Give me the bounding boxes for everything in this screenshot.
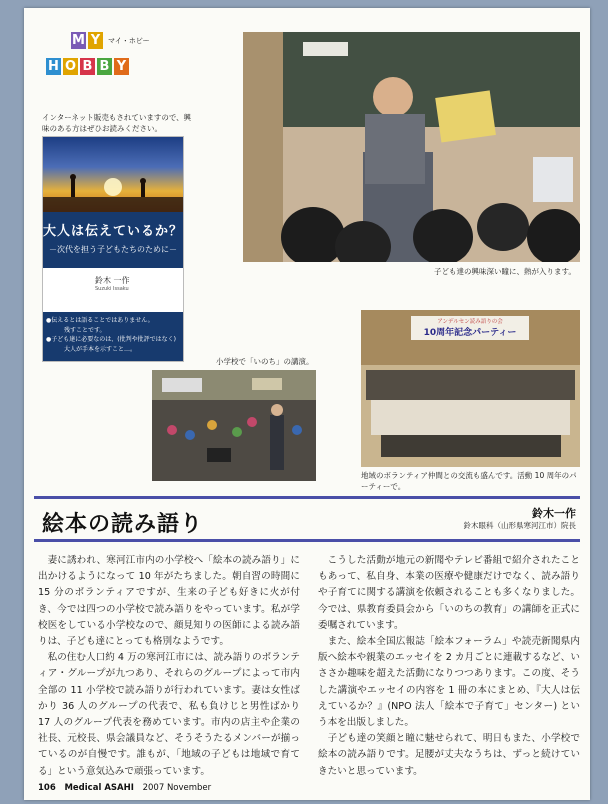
my-hobby-logo	[46, 30, 150, 90]
logo-letter: B	[80, 58, 95, 75]
book-title-block	[43, 212, 183, 268]
page-number: 106	[38, 783, 56, 793]
logo-letter: Y	[88, 32, 103, 49]
book-cover	[42, 136, 184, 362]
book-footer-line: ●伝えるとは語ることではありません。	[46, 317, 154, 324]
article-column-right	[318, 553, 580, 780]
party-banner-small: アンデルセン読み語りの会	[437, 319, 503, 325]
lecture-photo-graphic	[152, 370, 316, 481]
party-photo	[361, 310, 580, 467]
article-top-rule	[34, 496, 580, 499]
classroom-reading-photo	[243, 32, 580, 262]
article-paragraph: 妻に誘われ、寒河江市内の小学校へ「絵本の読み語り」に出かけるようになって 10 年がたちました。朝自習の時間に 15 分のボランティアですが、生来の子ども好きに火が付き、今では四つの小学校で読み語りをやっています。私が学校医をしている小学校なので、顔見知りの医師による読み語りは、子ども達にとっても格別なようです。	[38, 555, 300, 648]
magazine-page	[24, 8, 590, 800]
sunset-silhouette-icon	[43, 137, 183, 212]
book-subtitle: －次代を担う子どもたちのために－	[49, 245, 177, 254]
article-paragraph: 私の住む人口約 4 万の寒河江市には、読み語りのボランティア・グループが九つあり、それらのグループによって市内全部の 11 小学校で読み語りが行われています。妻は女性ばかり 36 人のグループの代表で、私も負けじと男性ばかり 17 人のグループ代表を務めています。市内の店主や企業の社長、元校長、県会議員など、そうそうたるメンバーが揃っているのが自慢です。誰もが、「地域の子どもは地域で育てる」という意気込みで頑張っています。	[38, 652, 300, 777]
book-cover-image	[43, 137, 183, 212]
logo-letter: B	[97, 58, 112, 75]
logo-letter: M	[72, 33, 85, 48]
article-title: 絵本の読み語り	[42, 512, 204, 537]
book-footer-line: 残すことです。	[64, 326, 106, 334]
book-footer-line: ●子ども達に必要なのは、(批判や批評ではなく)	[46, 336, 176, 343]
book-author: 鈴木 一作	[95, 276, 130, 285]
article-column-left	[38, 553, 300, 780]
article-author: 鈴木一作	[532, 507, 576, 520]
classroom-photo-graphic	[243, 32, 580, 262]
party-banner-large: 10周年記念パーティー	[423, 328, 517, 338]
classroom-photo-caption: 子ども達の興味深い瞳に、熱が入ります。	[434, 267, 576, 276]
book-title: 大人は伝えているか？	[43, 224, 184, 239]
article-paragraph: こうした活動が地元の新聞やテレビ番組で紹介されたこともあって、私自身、本業の医療や健康だけでなく、読み語りや子育てに関する講演を依頼されることも多くなりました。今では、県教育委員会から「いのちの教育」の講師を正式に委嘱されています。	[318, 555, 580, 631]
article-affiliation: 鈴木眼科（山形県寒河江市）院長	[463, 521, 576, 530]
lecture-photo	[152, 370, 316, 481]
book-author-en: Suzuki Issaku	[95, 286, 129, 292]
magazine-name: Medical ASAHI	[64, 783, 134, 793]
article-bottom-rule	[34, 539, 580, 542]
logo-subtitle: マイ・ホビー	[108, 37, 150, 45]
page-footer	[38, 783, 211, 793]
party-photo-caption: 地域のボランティア仲間との交流も盛んです。活動 10 周年のパーティーで。	[361, 471, 577, 491]
book-footer	[43, 312, 183, 361]
article-paragraph: 子ども達の笑顔と瞳に魅せられて、明日もまた、小学校で絵本の読み語りです。足腰が丈夫なうちは、ずっと続けていきたいと思っています。	[318, 733, 580, 777]
logo-letter: O	[64, 59, 77, 74]
book-footer-line: 大人が手本を示すこと…。	[64, 345, 137, 353]
issue-month: November	[166, 783, 212, 793]
book-note: インターネット販売もされていますので、興味のある方はぜひお読みください。	[42, 113, 192, 133]
issue-year: 2007	[142, 783, 165, 793]
article-paragraph: また、絵本全国広報誌「絵本フォーラム」や読売新聞県内版へ絵本や親業のエッセイを 2 カ月ごとに連載するなど、いささか趣味を超えた活動になりつつあります。この度、そうした講演やエッセイの内容を 1 冊の本にまとめ、『大人は伝えているか？』(NPO 法人「絵本で子育て」センター) という本を出版しました。	[318, 636, 580, 729]
lecture-photo-caption: 小学校で「いのち」の講演。	[216, 357, 314, 366]
logo-letter: H	[46, 58, 61, 75]
logo-letter: Y	[114, 58, 129, 75]
